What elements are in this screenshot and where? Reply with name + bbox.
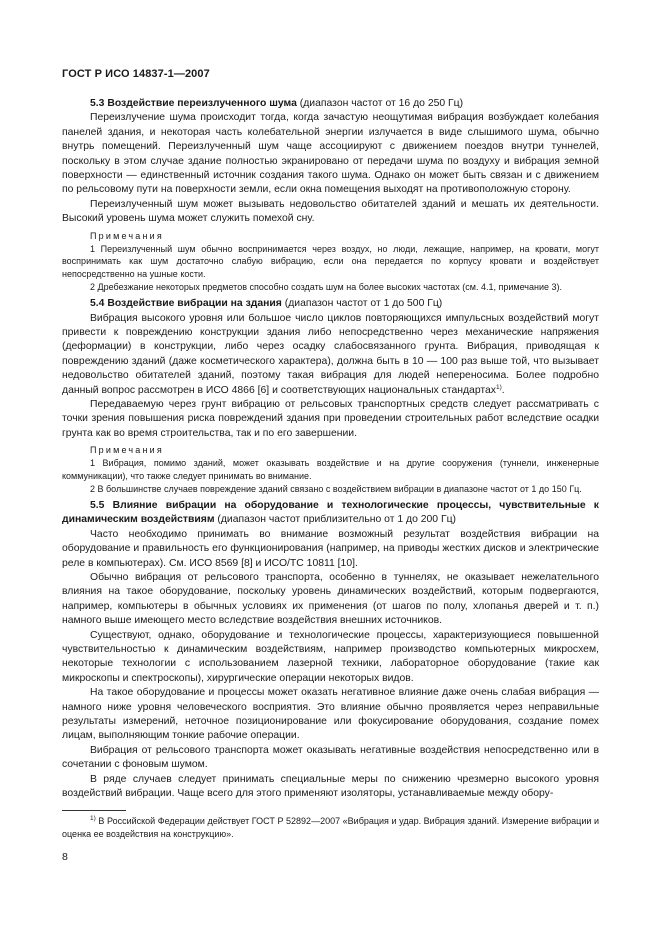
paragraph: Обычно вибрация от рельсового транспорта, особенно в туннелях, не оказывает нежелательного влияния на такое оборудование, поскольку уровень динамических воздействий, которым подвергаются, например, компьютеры в обычных условиях их применения (от шагов по полу, хлопанья дверей и т. п.) намного выше имеющего место вследствие воздействия внешних источников. (62, 571, 599, 627)
paragraph-text: Вибрация высокого уровня или большое число циклов повторяющихся импульсных воздействий могут привести к повреждению конструкции здания либо непосредственно через механические напряжения (деформации) в конструкции, либо через осадку слабосвязанного грунта. Вибрация, приводящая к повреждению зданий (даже косметического характера), должна быть в 10 — 100 раз выше той, что вызывает недовольство обитателей зданий, поэтому такая вибрация для людей непереносима. Более подробно данный вопрос рассмотрен в ИСО 4866 [6] и соответствующих национальных стандартах (62, 312, 599, 396)
section-title: 5.5 Влияние вибрации на оборудование и технологические процессы, чувствительные к динамическим воздействиям (62, 499, 599, 526)
paragraph: Переизлученный шум может вызывать недовольство обитателей зданий и мешать их деятельности. Высокий уровень шума может служить помехой сну. (62, 198, 599, 225)
notes-title: Примечания (90, 230, 164, 241)
paragraph: На такое оборудование и процессы может оказать негативное влияние даже очень слабая вибрация — намного ниже уровня человеческого восприятия. Это влияние обычно проявляется через неправильные результаты измерений, неточное позиционирование или фокусирование оборудования, создание помех лицам, выполняющим тонкие рабочие операции. (62, 687, 599, 742)
paragraph: В ряде случаев следует принимать специальные меры по снижению чрезмерно высокого уровня воздействий вибрации. Чаще всего для этого применяют изоляторы, устанавливаемые между обору- (62, 773, 599, 799)
footnote-marker: 1) (90, 815, 96, 822)
paragraph: Часто необходимо принимать во внимание возможный результат воздействия вибрации на оборудование и правильность его функционирования (например, на приводы жестких дисков и электрические реле в компьютерах). См. ИСО 8569 [8] и ИСО/ТС 10811 [10]. (62, 528, 599, 569)
document-body (62, 97, 599, 801)
note: 2 Дребезжание некоторых предметов способно создать шум на более высоких частотах (см. 4.1, примечание 3). (90, 282, 562, 293)
notes-title: Примечания (90, 445, 164, 456)
section-5-3-heading (62, 97, 599, 111)
section-5-4-heading (62, 297, 599, 311)
paragraph-text-end: . (501, 384, 505, 396)
footnote-body: В Российской Федерации действует ГОСТ Р 52892—2007 «Вибрация и удар. Вибрация зданий. Измерение вибрации и оценка ее воздействия на конструкцию». (62, 816, 599, 839)
paragraph: Передаваемую через грунт вибрацию от рельсовых транспортных средств следует рассматривать с точки зрения повышения риска повреждений здания при проведении строительных работ вследствие осадки грунта как во время строительства, так и по его завершении. (62, 399, 599, 439)
document-header: ГОСТ Р ИСО 14837-1—2007 (62, 68, 210, 80)
footnote-reference: 1) (496, 383, 502, 391)
note: 1 Переизлученный шум обычно воспринимается через воздух, но люди, лежащие, например, на кровати, могут воспринимать как шум достаточно слабую вибрацию, если она передается по корпусу кровати и воздействует непосредственно на ушные кости. (62, 243, 599, 280)
frequency-range: (диапазон частот от 1 до 500 Гц) (281, 298, 443, 310)
footnote-divider (62, 810, 126, 811)
paragraph: Вибрация от рельсового транспорта может оказывать негативные воздействия непосредственно или в сочетании с фоновым шумом. (62, 744, 599, 771)
section-title: 5.4 Воздействие вибрации на здания (90, 298, 282, 310)
note: 1 Вибрация, помимо зданий, может оказывать воздействие и на другие сооружения (туннели, инженерные коммуникации), что также следует принимать во внимание. (62, 458, 599, 482)
section-title: 5.3 Воздействие переизлученного шума (90, 98, 297, 109)
section-5-5-heading (62, 499, 599, 528)
footnote (62, 815, 599, 841)
page-number: 8 (62, 851, 68, 863)
note: 2 В большинстве случаев повреждение зданий связано с воздействием вибрации в диапазоне частот от 1 до 150 Гц. (90, 483, 582, 494)
paragraph (62, 312, 599, 398)
frequency-range: (диапазон частот приблизительно от 1 до 200 Гц) (214, 514, 457, 526)
footnote-text (62, 815, 599, 841)
frequency-range: (диапазон частот от 16 до 250 Гц) (296, 98, 464, 109)
paragraph: Существуют, однако, оборудование и технологические процессы, характеризующиеся повышенной чувствительностью к динамическим воздействиям, например производство компьютерных микросхем, некоторые технологии с использованием лазерной техники, лабораторное оборудование (такие как микроскопы и спектроскопы), хирургические операции некоторых видов. (62, 629, 599, 684)
paragraph: Переизлучение шума происходит тогда, когда зачастую неощутимая вибрация возбуждает колебания панелей здания, и некоторая часть колебательной энергии излучается в виде слышимого шума, обычно внутрь помещений. Переизлученный шум чаще ассоциируют с движением поездов внутри туннелей, поскольку в этом случае здание полностью экранировано от передачи шума по воздуху и вибрация земной поверхности — единственный источник создания такого шума. Однако он может быть связан и с движением по рельсовому пути на поверхности земли, если окна помещения выходят на противоположную сторону. (62, 112, 599, 196)
